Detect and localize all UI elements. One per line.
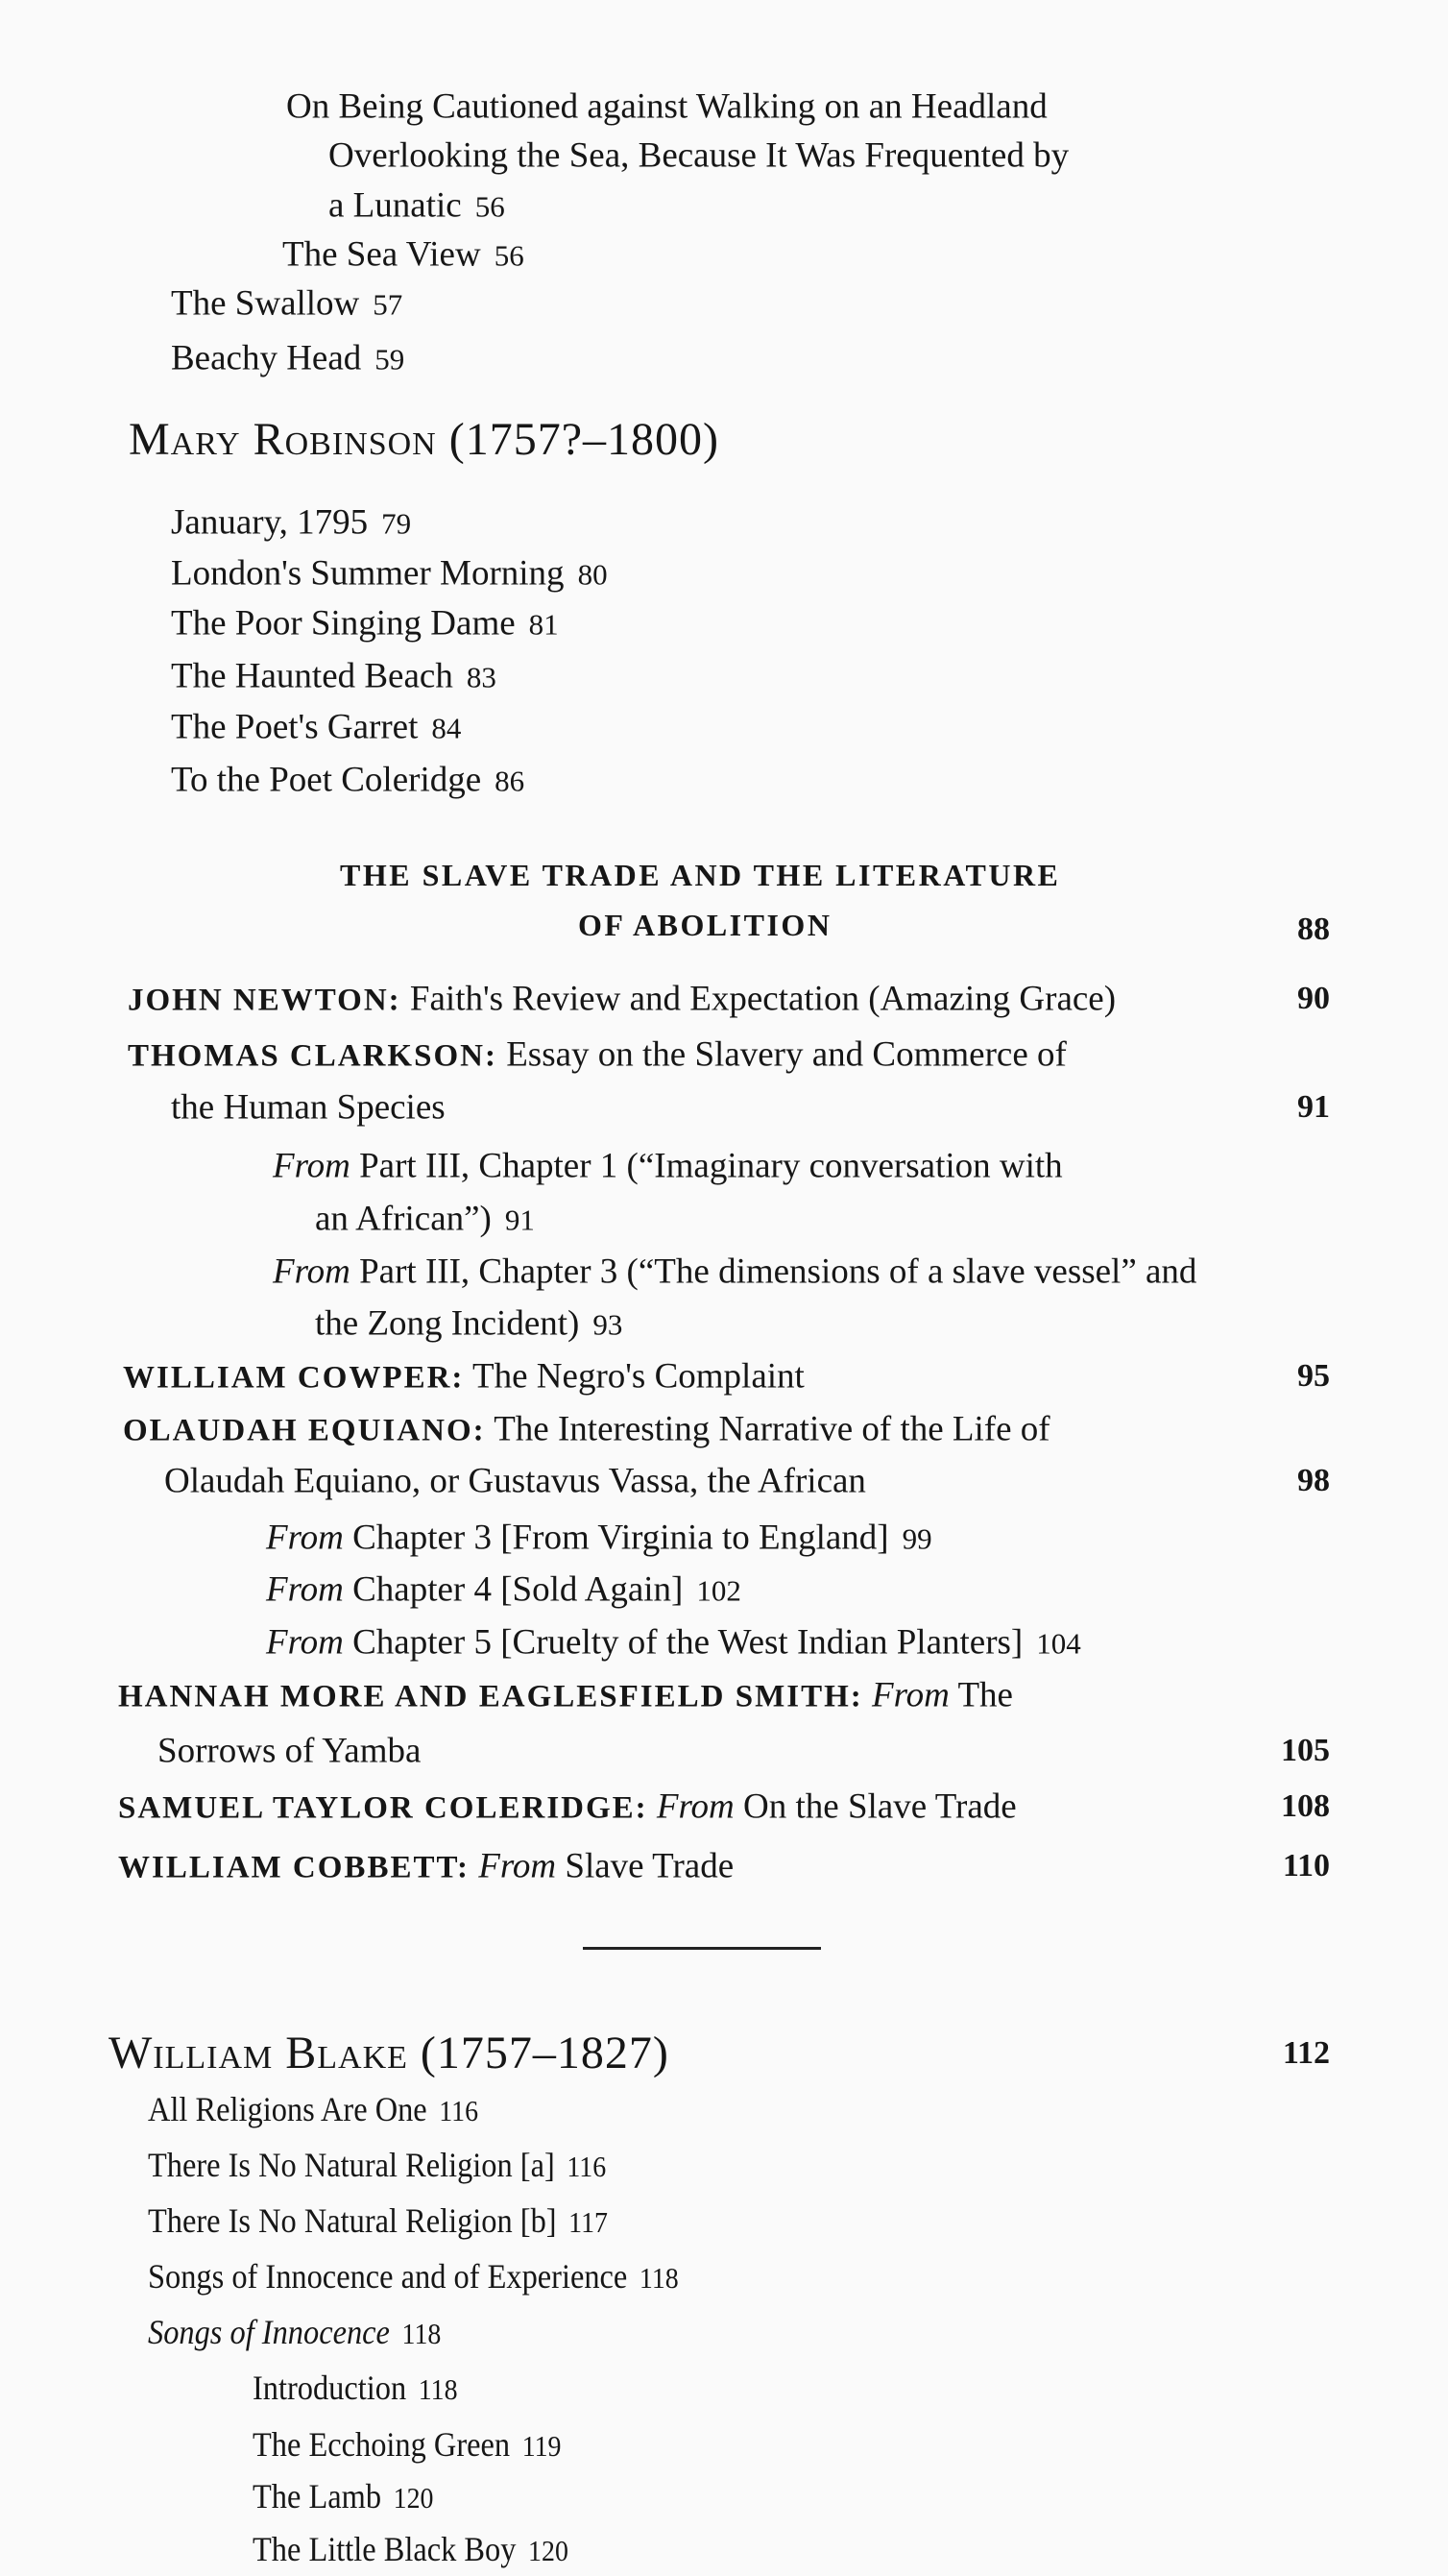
page-number: 118 bbox=[401, 2317, 442, 2350]
page-number: 56 bbox=[474, 189, 505, 224]
entry-title: On Being Cautioned against Walking on an Headland bbox=[286, 86, 1048, 127]
page-number: 57 bbox=[373, 287, 403, 322]
toc-entry-clarkson bbox=[128, 1034, 1067, 1075]
toc-entry bbox=[171, 502, 412, 543]
toc-subentry bbox=[273, 1146, 1063, 1186]
toc-entry bbox=[282, 234, 524, 275]
page-number: 118 bbox=[418, 2372, 458, 2406]
entry-title: The Lamb bbox=[253, 2477, 382, 2515]
entry-title: Songs of Innocence bbox=[148, 2313, 390, 2351]
entry-title: All Religions Are One bbox=[148, 2090, 427, 2128]
toc-entry bbox=[253, 2532, 568, 2566]
entry-author: JOHN NEWTON: bbox=[128, 983, 401, 1018]
entry-title-cont: Olaudah Equiano, or Gustavus Vassa, the African bbox=[164, 1461, 866, 1501]
toc-entry bbox=[171, 553, 608, 594]
toc-subentry bbox=[266, 1569, 741, 1610]
toc-subentry bbox=[273, 1254, 1196, 1290]
page-number: 119 bbox=[521, 2429, 562, 2463]
toc-entry bbox=[171, 603, 559, 644]
page-number: 105 bbox=[1281, 1733, 1330, 1768]
entry-title: Overlooking the Sea, Because It Was Frequented by bbox=[328, 135, 1070, 176]
page-number: 91 bbox=[504, 1203, 535, 1237]
from-label: From bbox=[273, 1146, 350, 1186]
toc-entry bbox=[328, 185, 505, 226]
entry-title: Slave Trade bbox=[565, 1846, 735, 1886]
toc-entry-more bbox=[118, 1675, 1013, 1715]
entry-title: Faith's Review and Expectation (Amazing Grace) bbox=[409, 979, 1117, 1019]
entry-title: January, 1795 bbox=[171, 502, 369, 543]
entry-title: Part III, Chapter 3 (“The dimensions of a slave vessel” and bbox=[359, 1252, 1197, 1292]
entry-author: HANNAH MORE AND EAGLESFIELD SMITH: bbox=[118, 1679, 863, 1714]
page-number: 116 bbox=[439, 2094, 479, 2127]
page-number: 95 bbox=[1297, 1358, 1330, 1394]
page-number: 120 bbox=[393, 2481, 434, 2515]
entry-title: a Lunatic bbox=[328, 185, 462, 226]
toc-entry-newton bbox=[128, 979, 1117, 1019]
page-number: 102 bbox=[696, 1573, 741, 1608]
from-label: From bbox=[273, 1252, 350, 1292]
entry-title: an African”) bbox=[315, 1199, 492, 1239]
page-number: 116 bbox=[567, 2150, 607, 2183]
toc-entry bbox=[148, 2315, 441, 2349]
entry-title: The Poor Singing Dame bbox=[171, 603, 516, 644]
entry-title: To the Poet Coleridge bbox=[171, 760, 482, 800]
toc-entry-cowper bbox=[123, 1356, 805, 1397]
page-number: 79 bbox=[381, 506, 412, 541]
entry-title: Essay on the Slavery and Commerce of bbox=[506, 1034, 1067, 1075]
page-number: 108 bbox=[1281, 1788, 1330, 1824]
entry-title: Part III, Chapter 1 (“Imaginary conversation with bbox=[359, 1146, 1063, 1186]
entry-author: WILLIAM COBBETT: bbox=[118, 1850, 471, 1885]
from-label: From bbox=[478, 1846, 557, 1886]
page-number: 56 bbox=[494, 238, 524, 273]
page-number: 112 bbox=[1282, 2035, 1330, 2071]
page-number: 83 bbox=[466, 660, 496, 694]
section-page-number: 88 bbox=[1297, 911, 1330, 947]
entry-title: The Little Black Boy bbox=[253, 2530, 517, 2568]
entry-title: Chapter 3 [From Virginia to England] bbox=[352, 1518, 889, 1558]
page-number: 91 bbox=[1297, 1089, 1330, 1125]
page-number: 98 bbox=[1297, 1463, 1330, 1498]
page-number: 117 bbox=[568, 2205, 608, 2239]
entry-title: The Swallow bbox=[171, 283, 360, 324]
entry-title-cont: the Human Species bbox=[171, 1087, 446, 1128]
entry-title: The Negro's Complaint bbox=[472, 1356, 805, 1397]
toc-subentry bbox=[266, 1520, 932, 1556]
page-number: 90 bbox=[1297, 981, 1330, 1016]
entry-title: The Poet's Garret bbox=[171, 707, 419, 747]
toc-entry bbox=[253, 2427, 562, 2462]
entry-title: Chapter 4 [Sold Again] bbox=[352, 1569, 684, 1610]
section-divider bbox=[583, 1947, 821, 1950]
entry-title: the Zong Incident) bbox=[315, 1303, 580, 1344]
entry-title: The Haunted Beach bbox=[171, 656, 453, 696]
toc-entry-equiano bbox=[123, 1409, 1050, 1449]
toc-subentry-cont bbox=[315, 1199, 535, 1239]
page-number: 86 bbox=[495, 764, 525, 798]
toc-entry bbox=[148, 2203, 608, 2238]
toc-entry bbox=[148, 2148, 606, 2182]
toc-entry bbox=[171, 283, 403, 324]
entry-title: The Interesting Narrative of the Life of bbox=[494, 1409, 1050, 1449]
entry-title: The Ecchoing Green bbox=[253, 2425, 511, 2464]
toc-entry bbox=[171, 707, 462, 747]
from-label: From bbox=[266, 1518, 344, 1558]
entry-author: SAMUEL TAYLOR COLERIDGE: bbox=[118, 1790, 648, 1826]
toc-entry bbox=[328, 135, 1070, 176]
section-heading: THE SLAVE TRADE AND THE LITERATURE bbox=[340, 858, 1061, 892]
from-label: From bbox=[266, 1622, 344, 1663]
toc-entry bbox=[286, 86, 1048, 127]
entry-title: Introduction bbox=[253, 2369, 407, 2407]
page-number: 118 bbox=[639, 2261, 679, 2295]
toc-entry-cobbett bbox=[118, 1846, 735, 1886]
page-number: 120 bbox=[528, 2534, 568, 2567]
entry-title: The Sea View bbox=[282, 234, 481, 275]
section-heading-line2: OF ABOLITION bbox=[578, 908, 833, 942]
toc-entry bbox=[148, 2092, 478, 2126]
toc-entry bbox=[171, 656, 496, 696]
entry-author: WILLIAM COWPER: bbox=[123, 1360, 465, 1396]
entry-author: THOMAS CLARKSON: bbox=[128, 1038, 497, 1074]
from-label: From bbox=[656, 1786, 735, 1827]
from-label: From bbox=[872, 1675, 950, 1715]
entry-title: There Is No Natural Religion [b] bbox=[148, 2201, 557, 2240]
toc-subentry-cont bbox=[315, 1303, 623, 1344]
page-number: 104 bbox=[1036, 1626, 1081, 1661]
entry-title: Beachy Head bbox=[171, 338, 362, 378]
entry-author: OLAUDAH EQUIANO: bbox=[123, 1413, 486, 1448]
toc-entry bbox=[148, 2259, 679, 2294]
page-number: 93 bbox=[592, 1307, 623, 1342]
page-number: 59 bbox=[374, 342, 405, 377]
toc-entry bbox=[253, 2370, 458, 2405]
toc-entry bbox=[171, 338, 405, 378]
entry-title-cont: Sorrows of Yamba bbox=[157, 1731, 422, 1771]
toc-entry bbox=[253, 2479, 434, 2514]
toc-subentry bbox=[266, 1622, 1081, 1663]
page-number: 84 bbox=[431, 711, 462, 745]
toc-entry-coleridge bbox=[118, 1786, 1017, 1827]
author-heading-blake: William Blake (1757–1827) bbox=[109, 2028, 669, 2078]
entry-title: There Is No Natural Religion [a] bbox=[148, 2146, 555, 2184]
from-label: From bbox=[266, 1569, 344, 1610]
entry-title: Songs of Innocence and of Experience bbox=[148, 2257, 628, 2296]
entry-title: The bbox=[957, 1675, 1013, 1715]
toc-entry bbox=[171, 760, 525, 800]
author-heading-robinson: Mary Robinson (1757?–1800) bbox=[129, 414, 720, 465]
page-number: 110 bbox=[1282, 1848, 1330, 1883]
page-number: 99 bbox=[902, 1521, 932, 1556]
page-number: 81 bbox=[528, 607, 559, 642]
entry-title: London's Summer Morning bbox=[171, 553, 565, 594]
entry-title: On the Slave Trade bbox=[743, 1786, 1017, 1827]
page-number: 80 bbox=[577, 557, 608, 592]
entry-title: Chapter 5 [Cruelty of the West Indian Planters] bbox=[352, 1622, 1024, 1663]
